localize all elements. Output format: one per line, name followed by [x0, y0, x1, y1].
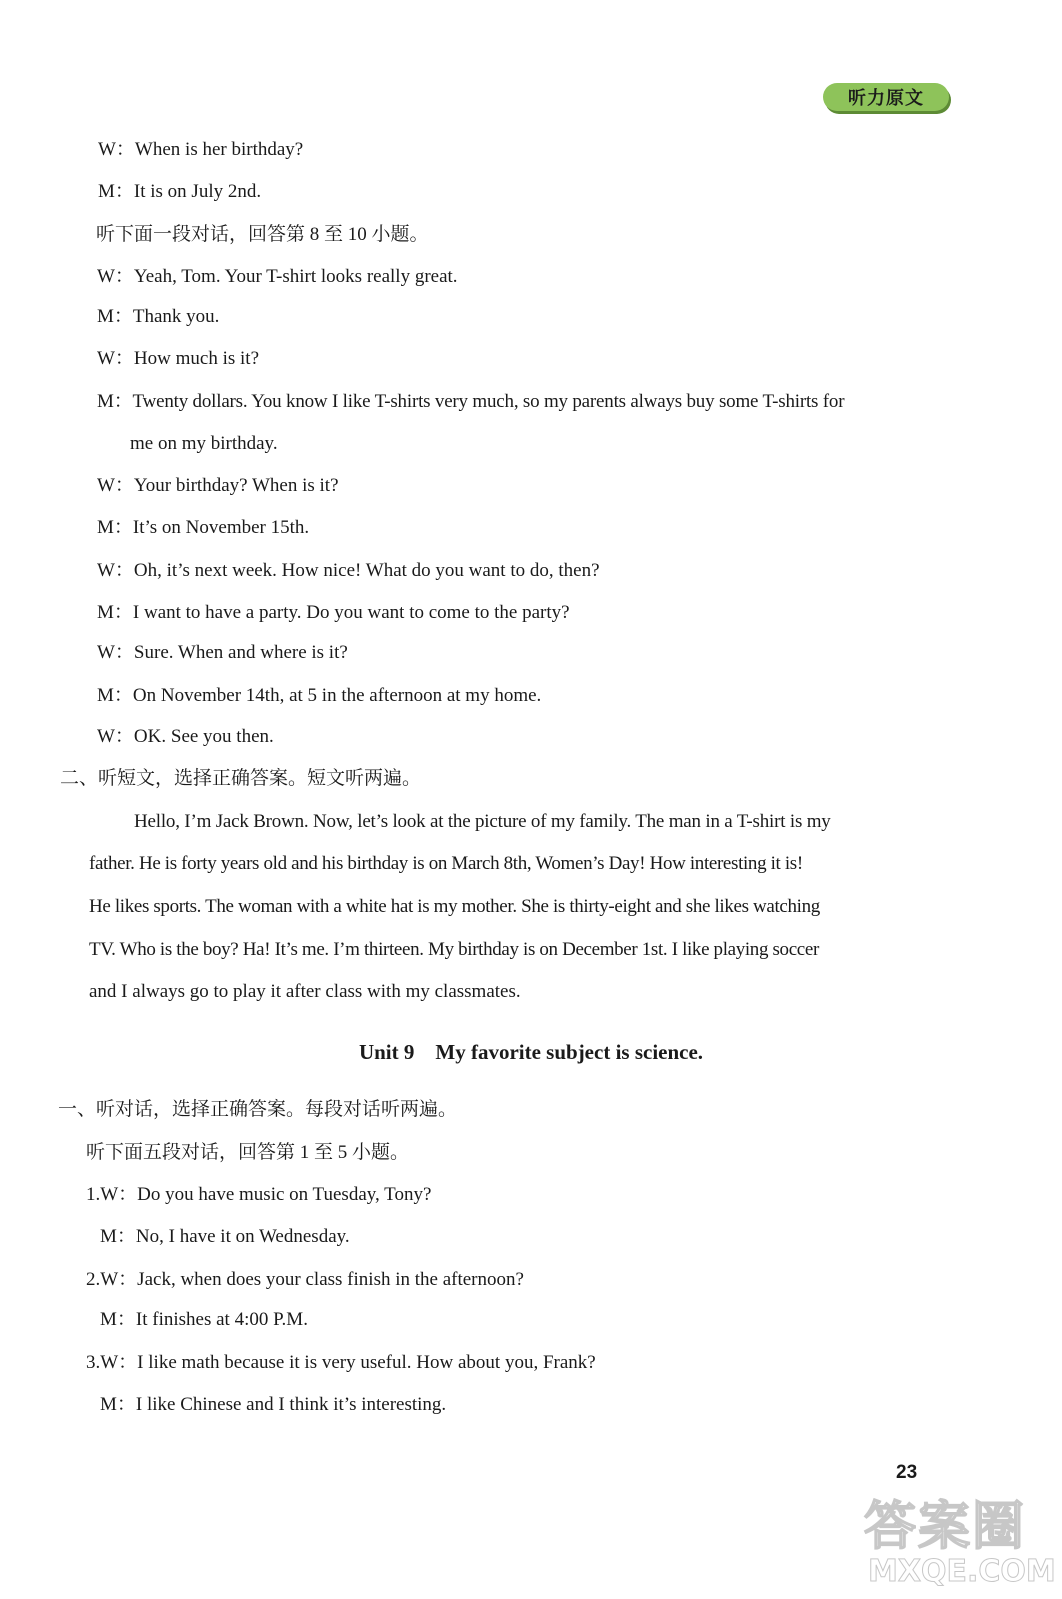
- dialogue-line: M：On November 14th, at 5 in the afternoon at my home.: [97, 685, 542, 706]
- passage-line: He likes sports. The woman with a white hat is my mother. She is thirty-eight and she likes watching: [89, 896, 820, 917]
- dialogue-line: M：I want to have a party. Do you want to come to the party?: [97, 602, 570, 623]
- unit-title: Unit 9 My favorite subject is science.: [358, 1040, 704, 1064]
- section-heading: 二、听短文，选择正确答案。短文听两遍。: [60, 768, 422, 789]
- dialogue-line: W：Sure. When and where is it?: [97, 642, 348, 663]
- question-answer-line: M：I like Chinese and I think it’s interesting.: [100, 1394, 447, 1415]
- dialogue-line: M：Twenty dollars. You know I like T-shirts very much, so my parents always buy some T-shirts for: [97, 391, 845, 412]
- dialogue-line: M：Thank you.: [97, 306, 220, 327]
- question-line: 2.W：Jack, when does your class finish in the afternoon?: [86, 1269, 524, 1290]
- dialogue-line: W：Your birthday? When is it?: [97, 475, 339, 496]
- dialogue-line: W：When is her birthday?: [98, 139, 304, 160]
- dialogue-line: W：Yeah, Tom. Your T-shirt looks really great.: [97, 266, 458, 287]
- watermark: [864, 1484, 1056, 1594]
- passage-line: father. He is forty years old and his birthday is on March 8th, Women’s Day! How interesting it is!: [89, 853, 803, 874]
- dialogue-line: W：OK. See you then.: [97, 726, 274, 747]
- question-line: 1.W：Do you have music on Tuesday, Tony?: [86, 1184, 432, 1205]
- dialogue-line: M：It is on July 2nd.: [98, 181, 262, 202]
- question-answer-line: M：No, I have it on Wednesday.: [100, 1226, 350, 1247]
- dialogue-line: W：Oh, it’s next week. How nice! What do you want to do, then?: [97, 560, 600, 581]
- passage-line: Hello, I’m Jack Brown. Now, let’s look at the picture of my family. The man in a T-shirt is my: [134, 811, 831, 832]
- instruction-text: 听下面一段对话，回答第 8 至 10 小题。: [96, 224, 429, 245]
- dialogue-line: W：How much is it?: [97, 348, 260, 369]
- instruction-text: 听下面五段对话，回答第 1 至 5 小题。: [86, 1142, 410, 1163]
- watermark-logo: 答案圈: [864, 1497, 1027, 1557]
- question-answer-line: M：It finishes at 4:00 P.M.: [100, 1309, 308, 1330]
- section-heading: 一、听对话，选择正确答案。每段对话听两遍。: [58, 1099, 458, 1120]
- question-line: 3.W：I like math because it is very useful. How about you, Frank?: [86, 1352, 596, 1373]
- dialogue-line: M：It’s on November 15th.: [97, 517, 310, 538]
- watermark-url: MXQE.COM: [868, 1554, 1056, 1589]
- passage-line: and I always go to play it after class with my classmates.: [89, 981, 521, 1002]
- section-tag-listening-script: 听力原文: [823, 83, 949, 111]
- page-number: 23: [896, 1462, 918, 1483]
- dialogue-line-continued: me on my birthday.: [130, 433, 278, 454]
- passage-line: TV. Who is the boy? Ha! It’s me. I’m thirteen. My birthday is on December 1st. I like playing soccer: [89, 939, 819, 960]
